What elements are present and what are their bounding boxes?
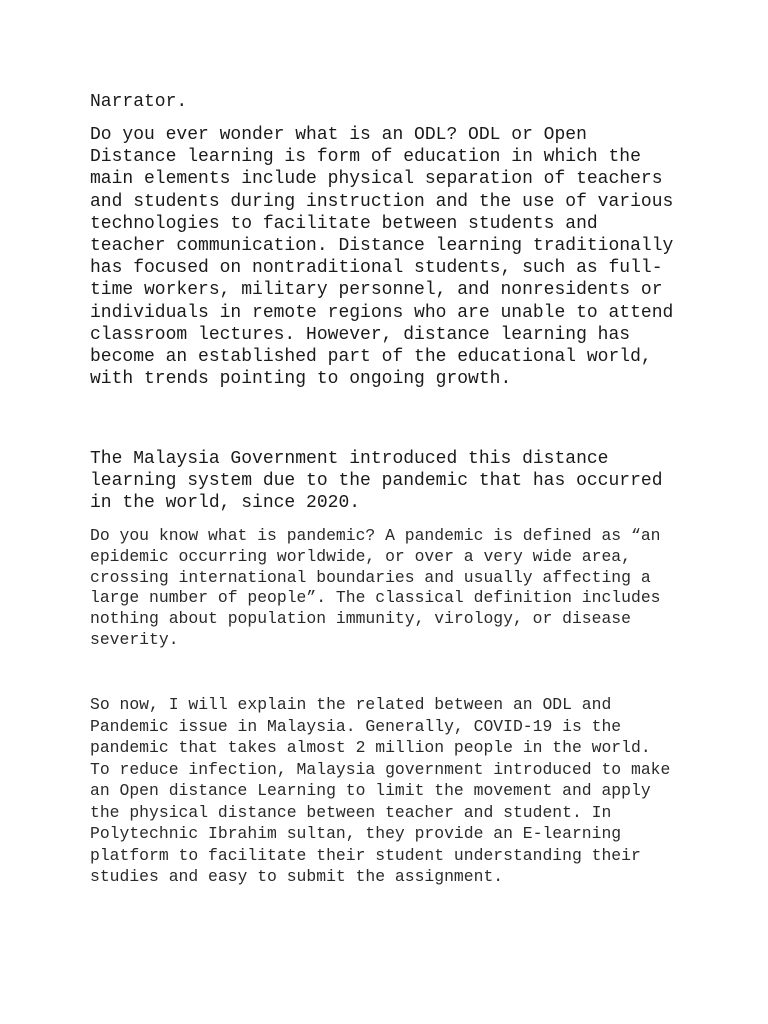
paragraph-pandemic-definition: Do you know what is pandemic? A pandemic is defined as “an epidemic occurring worldwide, or over a very wide area, crossing international boundaries and usually affecting a large number of people”. The classical definition includes nothing about population immunity, virology, or disease severity.: [90, 526, 661, 649]
paragraph-odl-definition: Do you ever wonder what is an ODL? ODL or Open Distance learning is form of education in which the main elements include physical separation of teachers and students during instruction and the use of various technologies to facilitate between students and teacher communication. Distance learning traditionally has focused on nontraditional students, such as full-time workers, military personnel, and nonresidents or individuals in remote regions who are unable to attend classroom lectures. However, distance learning has become an established part of the educational world, with trends pointing to ongoing growth.: [90, 125, 674, 390]
narrator-heading: Narrator.: [90, 92, 188, 112]
paragraph-odl-pandemic-relation: So now, I will explain the related between an ODL and Pandemic issue in Malaysia. Generally, COVID-19 is the pandemic that takes almost 2 million people in the world. To reduce infection, Malaysia government introduced to make an Open distance Learning to limit the movement and apply the physical distance between teacher and student. In Polytechnic Ibrahim sultan, they provide an E-learning platform to facilitate their student understanding their studies and easy to submit the assignment.: [90, 695, 671, 886]
paragraph-malaysia-government: The Malaysia Government introduced this distance learning system due to the pandemic that has occurred in the world, since 2020.: [90, 449, 663, 514]
